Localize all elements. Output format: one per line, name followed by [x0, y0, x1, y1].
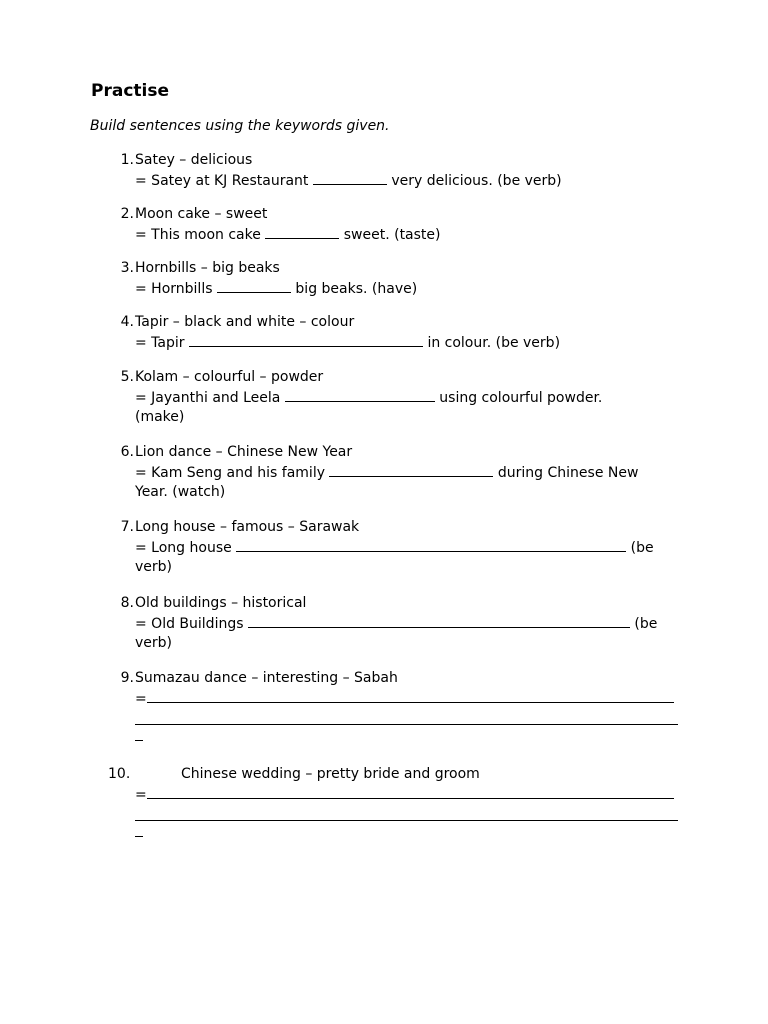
answer-line[interactable]: [135, 805, 678, 821]
item-keywords: Satey – delicious: [135, 152, 253, 168]
item-sentence-line: [135, 332, 683, 353]
answer-line-tail: [135, 821, 143, 837]
item-sentence-line: [135, 278, 683, 299]
page-title: Practise: [91, 81, 169, 101]
item-sentence-line: [135, 462, 683, 483]
sentence-end: big beaks. (have): [295, 281, 418, 297]
sentence-start: = Hornbills: [135, 281, 213, 297]
item-keywords: [135, 765, 683, 784]
sentence-start: = Long house: [135, 540, 232, 556]
answer-blank[interactable]: [236, 537, 626, 552]
item-sentence-continued: (make): [135, 409, 185, 425]
sentence-start: = Jayanthi and Leela: [135, 390, 281, 406]
item-keywords: Tapir – black and white – colour: [135, 314, 355, 330]
item-sentence-line: [135, 613, 683, 634]
item-keywords: Lion dance – Chinese New Year: [135, 444, 353, 460]
answer-blank[interactable]: [217, 278, 291, 293]
item-sentence-line: [135, 537, 683, 558]
answer-blank[interactable]: [147, 688, 674, 703]
sentence-start: =: [135, 691, 147, 707]
sentence-end: sweet. (taste): [343, 227, 441, 243]
answer-blank[interactable]: [147, 784, 674, 799]
item-body: [135, 594, 683, 653]
item-keywords-text: Chinese wedding – pretty bride and groom: [181, 766, 480, 782]
item-sentence-continued: verb): [135, 559, 173, 575]
item-sentence-line: [135, 224, 683, 245]
item-number: 9.: [120, 670, 134, 686]
item-sentence-line: [135, 170, 683, 191]
item-sentence-continued: Year. (watch): [135, 484, 226, 500]
item-number: 1.: [120, 152, 134, 168]
answer-blank[interactable]: [265, 224, 339, 239]
item-number: 4.: [120, 314, 134, 330]
item-keywords: Moon cake – sweet: [135, 206, 268, 222]
item-keywords: Old buildings – historical: [135, 595, 307, 611]
answer-blank[interactable]: [313, 170, 387, 185]
sentence-start: =: [135, 787, 147, 803]
item-keywords: Long house – famous – Sarawak: [135, 519, 360, 535]
sentence-end: very delicious. (be verb): [391, 173, 562, 189]
answer-line-tail: [135, 725, 143, 741]
item-number: 10.: [108, 766, 131, 782]
item-body: [135, 259, 683, 299]
item-sentence-continued: verb): [135, 635, 173, 651]
sentence-end: in colour. (be verb): [427, 335, 561, 351]
answer-blank[interactable]: [285, 387, 435, 402]
item-body: [135, 518, 683, 577]
item-keywords: Sumazau dance – interesting – Sabah: [135, 670, 398, 686]
answer-blank[interactable]: [248, 613, 630, 628]
item-sentence-line: [135, 784, 683, 805]
item-number: 8.: [120, 595, 134, 611]
instruction-text: Build sentences using the keywords given.: [90, 118, 390, 134]
sentence-start: = Tapir: [135, 335, 185, 351]
answer-blank[interactable]: [189, 332, 423, 347]
item-number: 3.: [120, 260, 134, 276]
item-number: 5.: [120, 369, 134, 385]
answer-blank[interactable]: [329, 462, 493, 477]
item-body: [135, 151, 683, 191]
sentence-end: during Chinese New: [497, 465, 639, 481]
item-sentence-line: [135, 387, 683, 408]
sentence-end: (be: [634, 616, 658, 632]
sentence-start: = This moon cake: [135, 227, 261, 243]
item-body: [135, 313, 683, 353]
sentence-start: = Kam Seng and his family: [135, 465, 325, 481]
item-number: 2.: [120, 206, 134, 222]
item-body: [135, 765, 683, 837]
item-keywords: Hornbills – big beaks: [135, 260, 280, 276]
sentence-start: = Old Buildings: [135, 616, 244, 632]
item-body: [135, 368, 683, 427]
sentence-end: (be: [630, 540, 654, 556]
item-keywords: Kolam – colourful – powder: [135, 369, 324, 385]
sentence-end: using colourful powder.: [439, 390, 603, 406]
item-number: 7.: [120, 519, 134, 535]
item-body: [135, 669, 683, 741]
item-body: [135, 443, 683, 502]
item-number: 6.: [120, 444, 134, 460]
item-sentence-line: [135, 688, 683, 709]
sentence-start: = Satey at KJ Restaurant: [135, 173, 309, 189]
item-body: [135, 205, 683, 245]
answer-line[interactable]: [135, 709, 678, 725]
